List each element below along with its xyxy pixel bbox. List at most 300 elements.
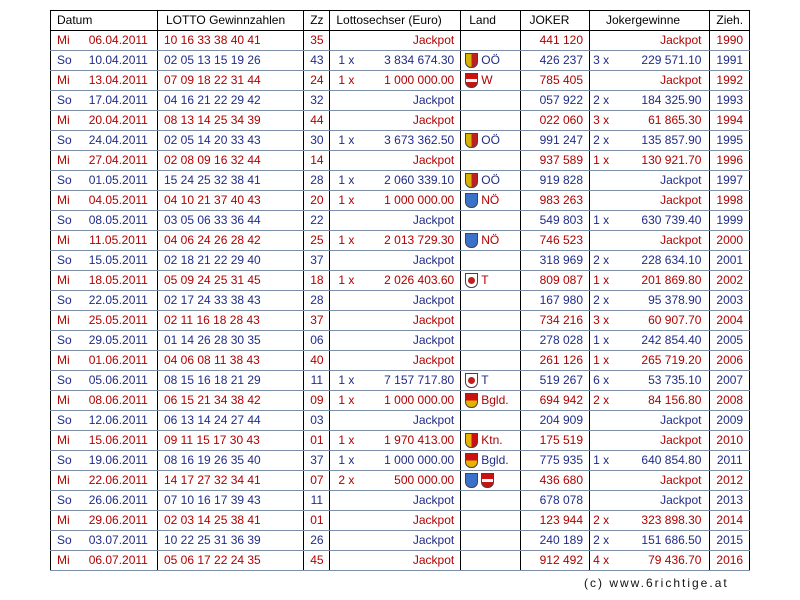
- land-label: T: [481, 273, 489, 287]
- date-cell: 17.04.2011: [80, 91, 158, 111]
- burgenland-crest-icon: [465, 453, 478, 468]
- date-cell: 05.06.2011: [80, 371, 158, 391]
- lotto-amount-cell: Jackpot: [361, 411, 461, 431]
- lotto-count-cell: [330, 511, 361, 531]
- joker-count-cell: [590, 491, 613, 511]
- joker-amount-cell: 201 869.80: [612, 271, 710, 291]
- ziehung-cell: 2007: [710, 371, 750, 391]
- joker-count-cell: 2 x: [590, 131, 613, 151]
- land-cell: [461, 371, 521, 391]
- table-row: [51, 211, 750, 231]
- land-cell: [461, 31, 521, 51]
- ziehung-cell: 1994: [710, 111, 750, 131]
- land-label: Bgld.: [481, 453, 509, 467]
- joker-count-cell: 1 x: [590, 451, 613, 471]
- land-cell: [461, 111, 521, 131]
- numbers-cell: 04 06 24 26 28 42: [157, 231, 303, 251]
- joker-amount-cell: Jackpot: [612, 191, 710, 211]
- lotto-count-cell: 1 x: [330, 371, 361, 391]
- lotto-amount-cell: Jackpot: [361, 491, 461, 511]
- joker-count-cell: 2 x: [590, 531, 613, 551]
- ziehung-cell: 2005: [710, 331, 750, 351]
- table-row: [51, 271, 750, 291]
- land-cell: [461, 311, 521, 331]
- ziehung-cell: 2014: [710, 511, 750, 531]
- lotto-count-cell: 1 x: [330, 231, 361, 251]
- day-cell: So: [51, 51, 80, 71]
- day-cell: So: [51, 251, 80, 271]
- lotto-amount-cell: Jackpot: [361, 111, 461, 131]
- joker-number-cell: 240 189: [521, 531, 590, 551]
- lotto-count-cell: 1 x: [330, 431, 361, 451]
- ziehung-cell: 1998: [710, 191, 750, 211]
- lotto-amount-cell: 1 970 413.00: [361, 431, 461, 451]
- table-row: [51, 131, 750, 151]
- joker-count-cell: 1 x: [590, 331, 613, 351]
- lotto-amount-cell: Jackpot: [361, 551, 461, 571]
- day-cell: So: [51, 331, 80, 351]
- joker-count-cell: [590, 231, 613, 251]
- ziehung-cell: 2006: [710, 351, 750, 371]
- land-label: Bgld.: [481, 393, 509, 407]
- lotto-amount-cell: 500 000.00: [361, 471, 461, 491]
- date-cell: 22.05.2011: [80, 291, 158, 311]
- niederoesterreich-crest-icon: [465, 193, 478, 208]
- date-cell: 29.06.2011: [80, 511, 158, 531]
- joker-amount-cell: 229 571.10: [612, 51, 710, 71]
- joker-amount-cell: 184 325.90: [612, 91, 710, 111]
- table-row: [51, 231, 750, 251]
- date-cell: 15.06.2011: [80, 431, 158, 451]
- numbers-cell: 10 22 25 31 36 39: [157, 531, 303, 551]
- land-cell: [461, 51, 521, 71]
- land-cell: [461, 71, 521, 91]
- joker-count-cell: 6 x: [590, 371, 613, 391]
- numbers-cell: 02 03 14 25 38 41: [157, 511, 303, 531]
- lotto-count-cell: 1 x: [330, 51, 361, 71]
- joker-number-cell: 057 922: [521, 91, 590, 111]
- numbers-cell: 14 17 27 32 34 41: [157, 471, 303, 491]
- ziehung-cell: 2010: [710, 431, 750, 451]
- lotto-count-cell: [330, 551, 361, 571]
- day-cell: So: [51, 291, 80, 311]
- joker-amount-cell: 135 857.90: [612, 131, 710, 151]
- ziehung-cell: 1996: [710, 151, 750, 171]
- zusatzzahl-cell: 44: [304, 111, 330, 131]
- day-cell: So: [51, 131, 80, 151]
- joker-amount-cell: Jackpot: [612, 31, 710, 51]
- date-cell: 04.05.2011: [80, 191, 158, 211]
- lotto-amount-cell: Jackpot: [361, 151, 461, 171]
- numbers-cell: 05 09 24 25 31 45: [157, 271, 303, 291]
- ziehung-cell: 2008: [710, 391, 750, 411]
- lotto-count-cell: [330, 111, 361, 131]
- joker-count-cell: 4 x: [590, 551, 613, 571]
- joker-number-cell: 204 909: [521, 411, 590, 431]
- day-cell: Mi: [51, 231, 80, 251]
- table-row: [51, 551, 750, 571]
- zusatzzahl-cell: 18: [304, 271, 330, 291]
- land-cell: [461, 431, 521, 451]
- table-row: [51, 351, 750, 371]
- joker-amount-cell: Jackpot: [612, 231, 710, 251]
- joker-number-cell: 022 060: [521, 111, 590, 131]
- zusatzzahl-cell: 22: [304, 211, 330, 231]
- ziehung-cell: 2000: [710, 231, 750, 251]
- land-cell: [461, 291, 521, 311]
- lotto-count-cell: 2 x: [330, 471, 361, 491]
- day-cell: Mi: [51, 431, 80, 451]
- ziehung-cell: 2003: [710, 291, 750, 311]
- day-cell: Mi: [51, 31, 80, 51]
- burgenland-crest-icon: [465, 393, 478, 408]
- lotto-amount-cell: Jackpot: [361, 351, 461, 371]
- joker-count-cell: 2 x: [590, 391, 613, 411]
- joker-amount-cell: 130 921.70: [612, 151, 710, 171]
- numbers-cell: 04 06 08 11 38 43: [157, 351, 303, 371]
- land-cell: [461, 231, 521, 251]
- numbers-cell: 07 10 16 17 39 43: [157, 491, 303, 511]
- table-row: [51, 51, 750, 71]
- zusatzzahl-cell: 06: [304, 331, 330, 351]
- table-row: [51, 171, 750, 191]
- ziehung-cell: 1997: [710, 171, 750, 191]
- joker-number-cell: 123 944: [521, 511, 590, 531]
- joker-amount-cell: 151 686.50: [612, 531, 710, 551]
- lotto-count-cell: [330, 91, 361, 111]
- lotto-count-cell: [330, 151, 361, 171]
- joker-amount-cell: 61 865.30: [612, 111, 710, 131]
- joker-number-cell: 678 078: [521, 491, 590, 511]
- land-cell: [461, 451, 521, 471]
- table-row: [51, 111, 750, 131]
- lotto-amount-cell: Jackpot: [361, 31, 461, 51]
- ziehung-cell: 2001: [710, 251, 750, 271]
- joker-number-cell: 809 087: [521, 271, 590, 291]
- header-zieh: Zieh.: [710, 11, 750, 31]
- joker-number-cell: 694 942: [521, 391, 590, 411]
- joker-count-cell: 1 x: [590, 151, 613, 171]
- land-cell: [461, 551, 521, 571]
- oberoesterreich-crest-icon: [465, 133, 478, 148]
- lotto-count-cell: 1 x: [330, 191, 361, 211]
- lotto-count-cell: [330, 351, 361, 371]
- land-cell: [461, 271, 521, 291]
- day-cell: Mi: [51, 551, 80, 571]
- numbers-cell: 06 15 21 34 38 42: [157, 391, 303, 411]
- joker-number-cell: 746 523: [521, 231, 590, 251]
- lotto-amount-cell: 1 000 000.00: [361, 191, 461, 211]
- numbers-cell: 02 18 21 22 29 40: [157, 251, 303, 271]
- lotto-amount-cell: Jackpot: [361, 211, 461, 231]
- joker-number-cell: 436 680: [521, 471, 590, 491]
- zusatzzahl-cell: 37: [304, 251, 330, 271]
- joker-amount-cell: Jackpot: [612, 491, 710, 511]
- day-cell: Mi: [51, 471, 80, 491]
- lotto-count-cell: [330, 531, 361, 551]
- lotto-count-cell: [330, 31, 361, 51]
- zusatzzahl-cell: 25: [304, 231, 330, 251]
- joker-number-cell: 991 247: [521, 131, 590, 151]
- zusatzzahl-cell: 07: [304, 471, 330, 491]
- numbers-cell: 01 14 26 28 30 35: [157, 331, 303, 351]
- table-row: [51, 331, 750, 351]
- date-cell: 06.04.2011: [80, 31, 158, 51]
- land-cell: [461, 511, 521, 531]
- numbers-cell: 06 13 14 24 27 44: [157, 411, 303, 431]
- ziehung-cell: 2002: [710, 271, 750, 291]
- land-cell: [461, 171, 521, 191]
- numbers-cell: 08 15 16 18 21 29: [157, 371, 303, 391]
- land-cell: [461, 471, 521, 491]
- numbers-cell: 07 09 18 22 31 44: [157, 71, 303, 91]
- land-cell: [461, 211, 521, 231]
- date-cell: 15.05.2011: [80, 251, 158, 271]
- lotto-amount-cell: 3 673 362.50: [361, 131, 461, 151]
- day-cell: So: [51, 411, 80, 431]
- day-cell: So: [51, 171, 80, 191]
- date-cell: 01.06.2011: [80, 351, 158, 371]
- date-cell: 24.04.2011: [80, 131, 158, 151]
- joker-number-cell: 167 980: [521, 291, 590, 311]
- joker-amount-cell: Jackpot: [612, 431, 710, 451]
- land-label: NÖ: [481, 233, 500, 247]
- ziehung-cell: 2009: [710, 411, 750, 431]
- ziehung-cell: 2015: [710, 531, 750, 551]
- table-row: [51, 251, 750, 271]
- joker-amount-cell: 323 898.30: [612, 511, 710, 531]
- ziehung-cell: 2016: [710, 551, 750, 571]
- land-label: Ktn.: [481, 433, 503, 447]
- header-gewinnzahlen: LOTTO Gewinnzahlen: [157, 11, 303, 31]
- numbers-cell: 02 05 13 15 19 26: [157, 51, 303, 71]
- ziehung-cell: 2011: [710, 451, 750, 471]
- land-label: NÖ: [481, 193, 500, 207]
- ziehung-cell: 1993: [710, 91, 750, 111]
- lotto-amount-cell: 1 000 000.00: [361, 451, 461, 471]
- header-row: [51, 11, 750, 31]
- land-cell: [461, 411, 521, 431]
- day-cell: Mi: [51, 271, 80, 291]
- joker-number-cell: 775 935: [521, 451, 590, 471]
- salzburg-crest-icon: [481, 473, 494, 488]
- joker-number-cell: 937 589: [521, 151, 590, 171]
- joker-amount-cell: 79 436.70: [612, 551, 710, 571]
- lotto-count-cell: [330, 291, 361, 311]
- kaernten-crest-icon: [465, 433, 478, 448]
- header-zz: Zz: [304, 11, 330, 31]
- joker-number-cell: 261 126: [521, 351, 590, 371]
- joker-count-cell: [590, 471, 613, 491]
- joker-number-cell: 318 969: [521, 251, 590, 271]
- joker-amount-cell: Jackpot: [612, 471, 710, 491]
- lotto-amount-cell: Jackpot: [361, 251, 461, 271]
- joker-number-cell: 734 216: [521, 311, 590, 331]
- joker-count-cell: [590, 191, 613, 211]
- lotto-amount-cell: Jackpot: [361, 311, 461, 331]
- land-label: W: [481, 73, 493, 87]
- numbers-cell: 04 10 21 37 40 43: [157, 191, 303, 211]
- lotto-count-cell: 1 x: [330, 451, 361, 471]
- ziehung-cell: 1991: [710, 51, 750, 71]
- zusatzzahl-cell: 43: [304, 51, 330, 71]
- date-cell: 12.06.2011: [80, 411, 158, 431]
- lotto-count-cell: 1 x: [330, 71, 361, 91]
- zusatzzahl-cell: 01: [304, 511, 330, 531]
- joker-amount-cell: 60 907.70: [612, 311, 710, 331]
- day-cell: So: [51, 491, 80, 511]
- lotto-amount-cell: Jackpot: [361, 531, 461, 551]
- table-row: [51, 91, 750, 111]
- joker-count-cell: 2 x: [590, 291, 613, 311]
- lotto-count-cell: [330, 331, 361, 351]
- ziehung-cell: 1992: [710, 71, 750, 91]
- zusatzzahl-cell: 45: [304, 551, 330, 571]
- numbers-cell: 04 16 21 22 29 42: [157, 91, 303, 111]
- numbers-cell: 09 11 15 17 30 43: [157, 431, 303, 451]
- zusatzzahl-cell: 01: [304, 431, 330, 451]
- numbers-cell: 10 16 33 38 40 41: [157, 31, 303, 51]
- day-cell: Mi: [51, 511, 80, 531]
- date-cell: 06.07.2011: [80, 551, 158, 571]
- joker-amount-cell: Jackpot: [612, 71, 710, 91]
- land-cell: [461, 491, 521, 511]
- table-row: [51, 511, 750, 531]
- header-jokergewinne: Jokergewinne: [590, 11, 710, 31]
- day-cell: Mi: [51, 351, 80, 371]
- zusatzzahl-cell: 24: [304, 71, 330, 91]
- day-cell: Mi: [51, 191, 80, 211]
- land-cell: [461, 91, 521, 111]
- land-label: OÖ: [481, 133, 500, 147]
- day-cell: Mi: [51, 151, 80, 171]
- day-cell: So: [51, 371, 80, 391]
- joker-count-cell: 1 x: [590, 271, 613, 291]
- lotto-count-cell: 1 x: [330, 271, 361, 291]
- lotto-amount-cell: Jackpot: [361, 91, 461, 111]
- date-cell: 13.04.2011: [80, 71, 158, 91]
- land-label: OÖ: [481, 53, 500, 67]
- date-cell: 20.04.2011: [80, 111, 158, 131]
- numbers-cell: 03 05 06 33 36 44: [157, 211, 303, 231]
- zusatzzahl-cell: 09: [304, 391, 330, 411]
- joker-count-cell: [590, 411, 613, 431]
- date-cell: 19.06.2011: [80, 451, 158, 471]
- numbers-cell: 02 08 09 16 32 44: [157, 151, 303, 171]
- niederoesterreich-crest-icon: [465, 233, 478, 248]
- date-cell: 10.04.2011: [80, 51, 158, 71]
- table-row: [51, 71, 750, 91]
- date-cell: 01.05.2011: [80, 171, 158, 191]
- lotto-count-cell: 1 x: [330, 391, 361, 411]
- table-row: [51, 471, 750, 491]
- copyright-footer: (c) www.6richtige.at: [584, 576, 729, 590]
- joker-count-cell: 3 x: [590, 311, 613, 331]
- ziehung-cell: 1990: [710, 31, 750, 51]
- table-row: [51, 151, 750, 171]
- date-cell: 22.06.2011: [80, 471, 158, 491]
- joker-count-cell: [590, 71, 613, 91]
- numbers-cell: 05 06 17 22 24 35: [157, 551, 303, 571]
- date-cell: 26.06.2011: [80, 491, 158, 511]
- day-cell: Mi: [51, 391, 80, 411]
- lotto-results-table: [50, 10, 750, 571]
- lotto-count-cell: [330, 251, 361, 271]
- zusatzzahl-cell: 28: [304, 171, 330, 191]
- lotto-amount-cell: 2 013 729.30: [361, 231, 461, 251]
- joker-count-cell: 2 x: [590, 251, 613, 271]
- day-cell: Mi: [51, 71, 80, 91]
- joker-amount-cell: 630 739.40: [612, 211, 710, 231]
- joker-number-cell: 785 405: [521, 71, 590, 91]
- zusatzzahl-cell: 35: [304, 31, 330, 51]
- table-row: [51, 391, 750, 411]
- day-cell: So: [51, 451, 80, 471]
- header-lottosechser: Lottosechser (Euro): [330, 11, 461, 31]
- zusatzzahl-cell: 14: [304, 151, 330, 171]
- day-cell: So: [51, 531, 80, 551]
- header-joker: JOKER: [521, 11, 590, 31]
- joker-count-cell: 2 x: [590, 91, 613, 111]
- lotto-amount-cell: Jackpot: [361, 511, 461, 531]
- lotto-amount-cell: Jackpot: [361, 331, 461, 351]
- ziehung-cell: 1999: [710, 211, 750, 231]
- joker-amount-cell: 228 634.10: [612, 251, 710, 271]
- joker-amount-cell: 640 854.80: [612, 451, 710, 471]
- table-row: [51, 191, 750, 211]
- lotto-amount-cell: Jackpot: [361, 291, 461, 311]
- joker-amount-cell: 95 378.90: [612, 291, 710, 311]
- tirol-crest-icon: [465, 273, 478, 288]
- day-cell: So: [51, 91, 80, 111]
- land-cell: [461, 131, 521, 151]
- zusatzzahl-cell: 03: [304, 411, 330, 431]
- land-cell: [461, 251, 521, 271]
- date-cell: 27.04.2011: [80, 151, 158, 171]
- zusatzzahl-cell: 37: [304, 311, 330, 331]
- lotto-amount-cell: 1 000 000.00: [361, 71, 461, 91]
- lotto-count-cell: [330, 491, 361, 511]
- joker-number-cell: 983 263: [521, 191, 590, 211]
- lotto-amount-cell: 7 157 717.80: [361, 371, 461, 391]
- lotto-count-cell: [330, 211, 361, 231]
- table-row: [51, 291, 750, 311]
- joker-amount-cell: 242 854.40: [612, 331, 710, 351]
- lotto-count-cell: 1 x: [330, 171, 361, 191]
- lotto-count-cell: [330, 411, 361, 431]
- joker-count-cell: [590, 31, 613, 51]
- date-cell: 25.05.2011: [80, 311, 158, 331]
- joker-amount-cell: 84 156.80: [612, 391, 710, 411]
- joker-count-cell: [590, 171, 613, 191]
- zusatzzahl-cell: 26: [304, 531, 330, 551]
- date-cell: 08.05.2011: [80, 211, 158, 231]
- lotto-amount-cell: 2 060 339.10: [361, 171, 461, 191]
- header-land: Land: [461, 11, 521, 31]
- date-cell: 29.05.2011: [80, 331, 158, 351]
- joker-number-cell: 919 828: [521, 171, 590, 191]
- zusatzzahl-cell: 20: [304, 191, 330, 211]
- lotto-amount-cell: 3 834 674.30: [361, 51, 461, 71]
- joker-number-cell: 912 492: [521, 551, 590, 571]
- results-body: [51, 31, 750, 571]
- land-label: OÖ: [481, 173, 500, 187]
- land-cell: [461, 391, 521, 411]
- joker-count-cell: [590, 431, 613, 451]
- ziehung-cell: 2013: [710, 491, 750, 511]
- joker-amount-cell: Jackpot: [612, 411, 710, 431]
- oberoesterreich-crest-icon: [465, 53, 478, 68]
